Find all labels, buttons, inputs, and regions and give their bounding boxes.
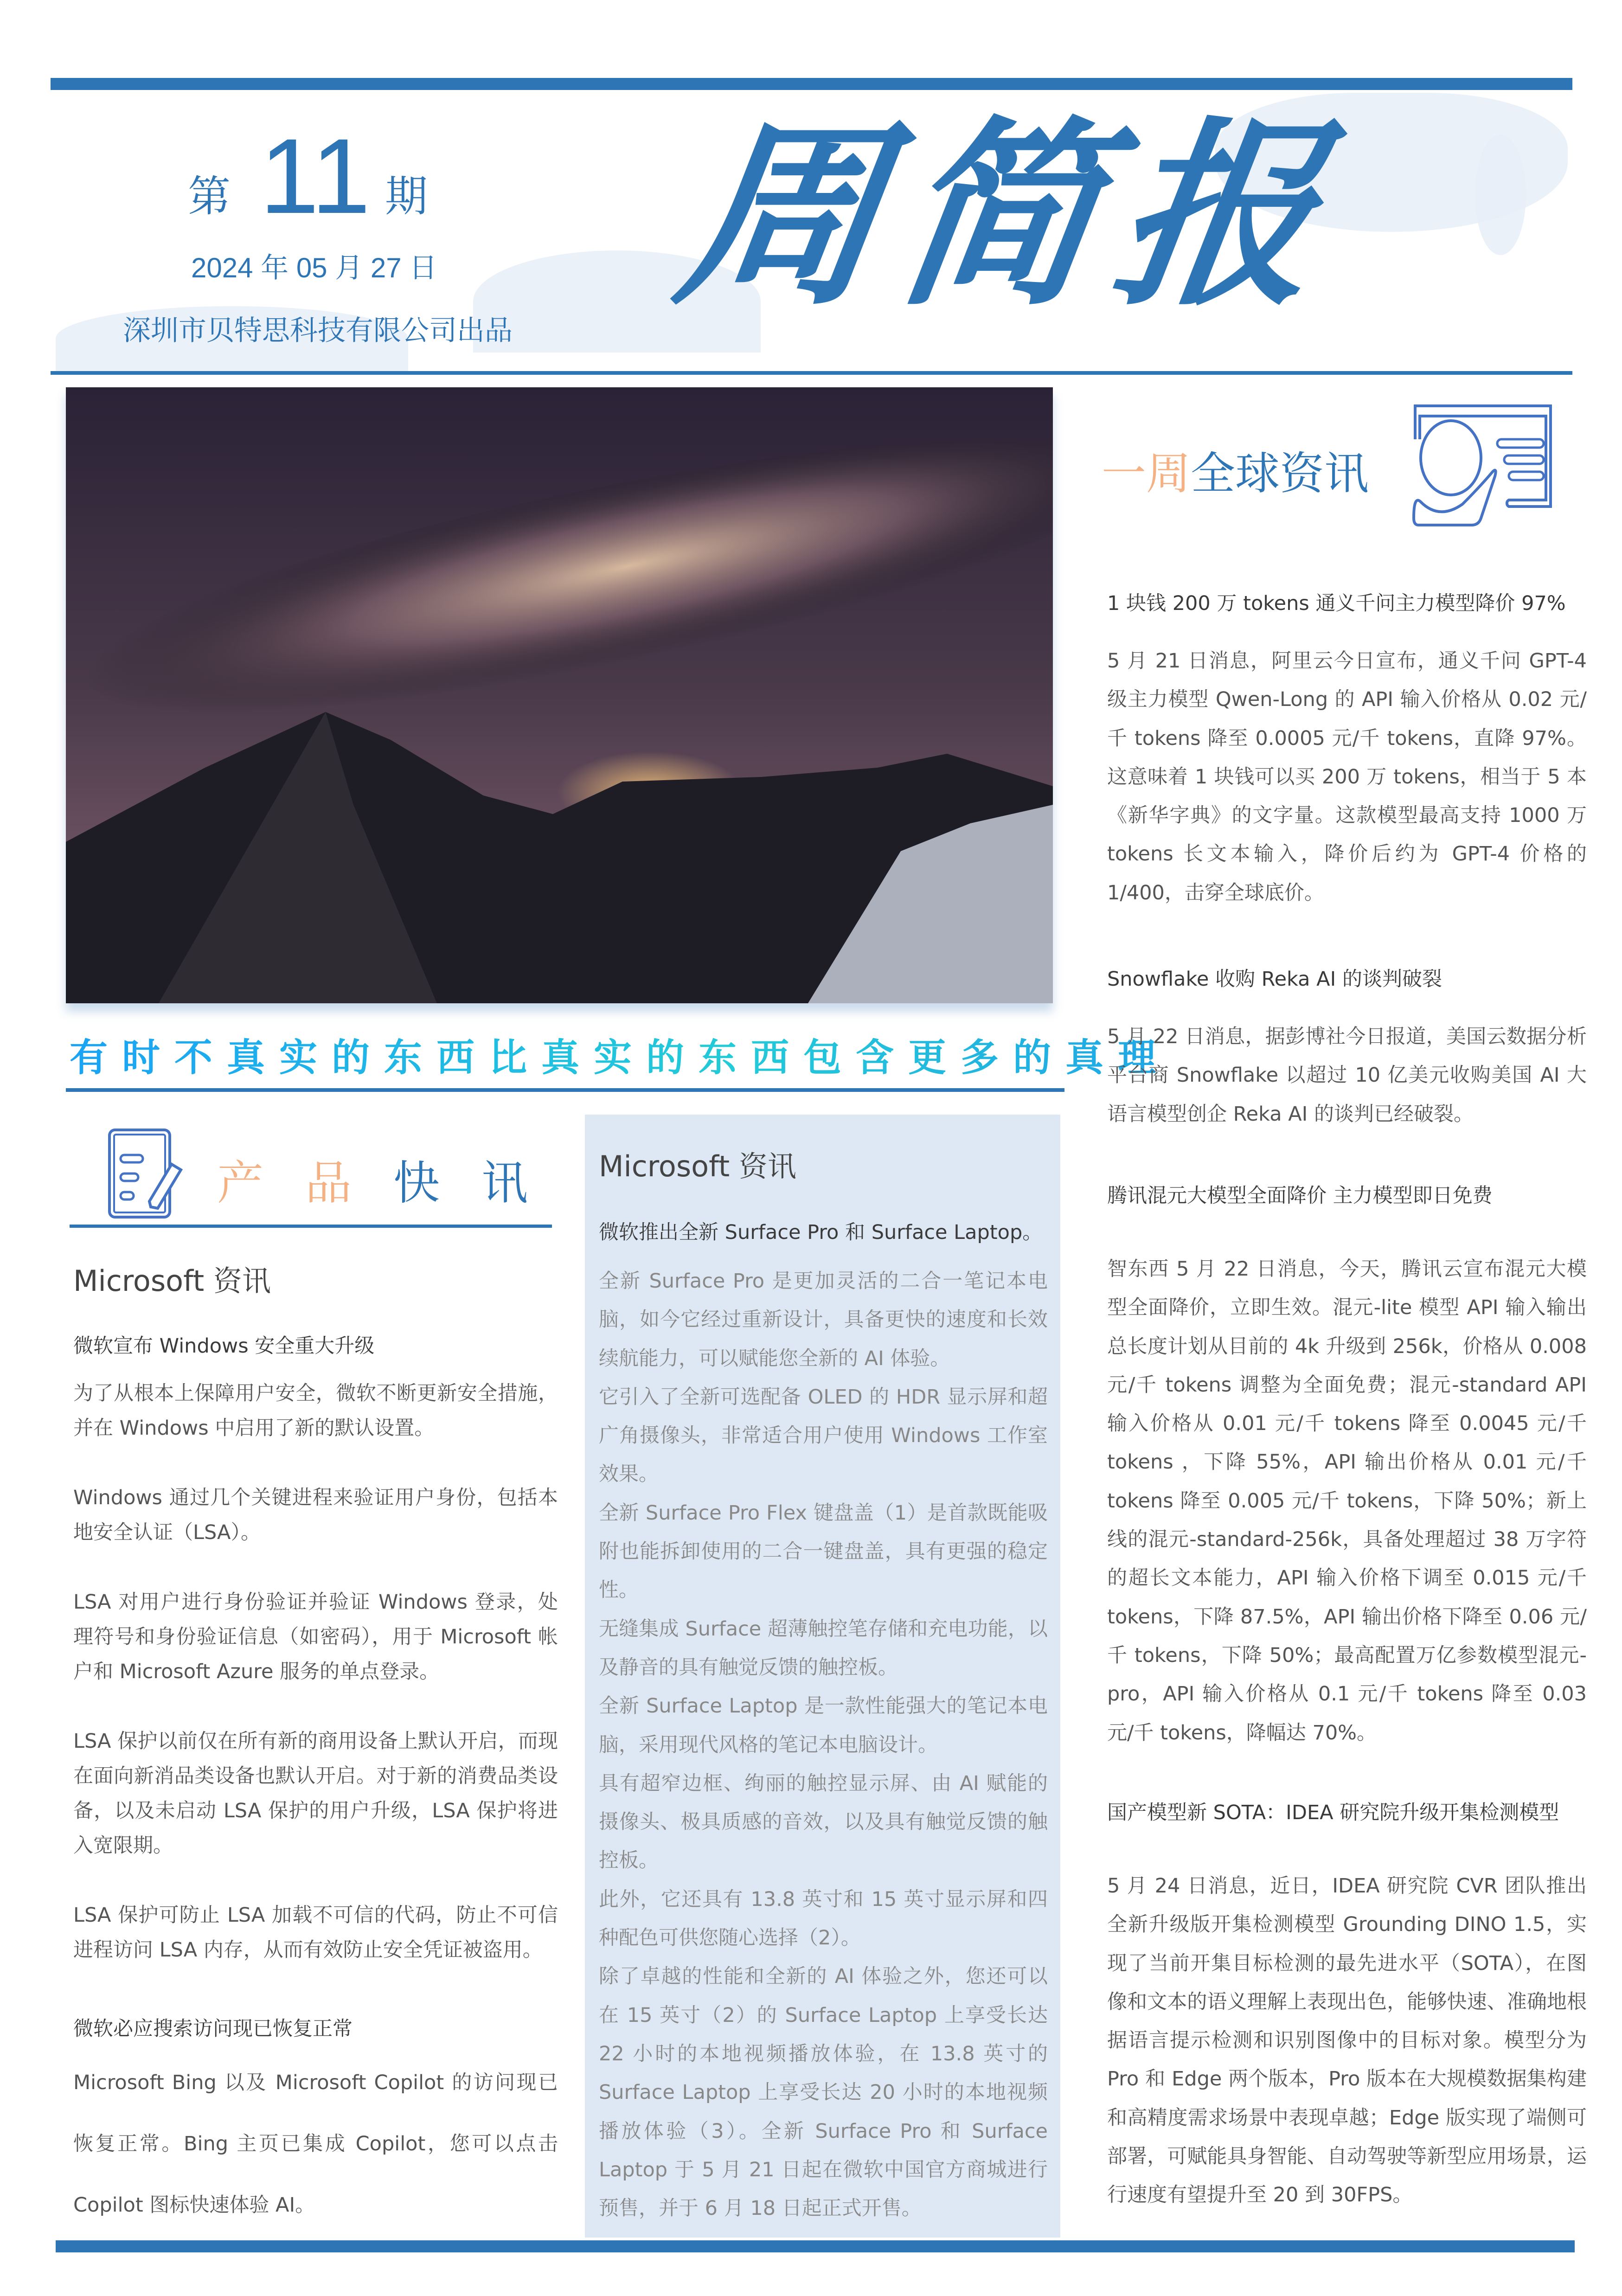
masthead-title: 周简报 [665, 98, 1353, 333]
paragraph: 5 月 24 日消息，近日，IDEA 研究院 CVR 团队推出全新升级版开集检测模型 Grounding DINO 1.5，实现了当前开集目标检测的最先进水平（SOTA），在图像和文本的语义理解上表现出色，能够快速、准确地根据语言提示检测和识别图像中的目标对象。模型分为 Pro 和 Edge 两个版本，Pro 版本在大规模数据集构建和高精度需求场景中表现卓越；Edge 版实现了端侧可部署，可赋能具身智能、自动驾驶等新型应用场景，运行速度有望提升至 20 到 30FPS。 [1107, 1874, 1587, 2207]
news-body [1107, 1018, 1587, 1134]
article-title: 微软宣布 Windows 安全重大升级 [73, 1334, 375, 1358]
paragraph: LSA 保护以前仅在所有新的商用设备上默认开启，而现在面向新消品类设备也默认开启。对于新的消费品类设备，以及未启动 LSA 保护的用户升级，LSA 保护将进入宽限期。 [73, 1730, 558, 1857]
news-title: 国产模型新 SOTA：IDEA 研究院升级开集检测模型 [1107, 1801, 1559, 1824]
news-reader-icon [1411, 402, 1555, 527]
news-title: Snowflake 收购 Reka AI 的谈判破裂 [1107, 968, 1442, 991]
paragraph: 全新 Surface Laptop 是一款性能强大的笔记本电脑，采用现代风格的笔记本电脑设计。 [599, 1694, 1048, 1757]
header-divider [51, 371, 1572, 375]
product-news-divider [70, 1225, 552, 1228]
paragraph: 此外，它还具有 13.8 英寸和 15 英寸显示屏和四种配色可供您随心选择（2）。 [599, 1887, 1048, 1950]
document-pen-icon [107, 1127, 186, 1220]
news-title: 1 块钱 200 万 tokens 通义千问主力模型降价 97% [1107, 592, 1566, 615]
paragraph: 智东西 5 月 22 日消息，今天，腾讯云宣布混元大模型全面降价，立即生效。混元-lite 模型 API 输入输出总长度计划从目前的 4k 升级到 256k，价格从 0.008 元/千 tokens 调整为全面免费；混元-standard API 输入价格从 0.01 元/千 tokens 降至 0.0045 元/千 tokens ，下降 55%，API 输出价格从 0.01 元/千 tokens 降至 0.005 元/千 tokens，下降 50%；新上线的混元-standard-256k，具备处理超过 38 万字符的超长文本能力，API 输入价格下调至 0.015 元/千 tokens，下降 87.5%，API 输出价格下降至 0.06 元/千 tokens，下降 50%；最高配置万亿参数模型混元-pro，API 输入价格从 0.1 元/千 tokens 降至 0.03 元/千 tokens，降幅达 70%。 [1107, 1257, 1587, 1744]
issue-prefix: 第 [188, 172, 231, 221]
paragraph: Microsoft Bing 以及 Microsoft Copilot 的访问现已恢复正常。Bing 主页已集成 Copilot，您可以点击 Copilot 图标快速体验 AI。 [73, 2071, 558, 2217]
cloud-decoration [1475, 135, 1526, 255]
heading-orange: 产品 [217, 1156, 393, 1210]
paragraph: 无缝集成 Surface 超薄触控笔存储和充电功能，以及静音的具有触觉反馈的触控板。 [599, 1617, 1048, 1679]
issue-date: 2024 年 05 月 27 日 [191, 252, 437, 283]
article-body [73, 1376, 558, 2002]
issue-suffix: 期 [385, 172, 428, 221]
top-bar [51, 78, 1572, 90]
box-body [599, 1262, 1048, 2228]
article-body [73, 2052, 558, 2236]
news-body [1107, 1867, 1587, 2215]
product-news-heading [217, 1146, 570, 1212]
slogan-divider [66, 1088, 1064, 1092]
issue-number: 11 [260, 116, 371, 236]
heading-blue: 快讯 [393, 1156, 570, 1210]
news-title: 腾讯混元大模型全面降价 主力模型即日免费 [1107, 1184, 1493, 1207]
publisher: 深圳市贝特思科技有限公司出品 [123, 314, 513, 347]
paragraph: LSA 保护可防止 LSA 加载不可信的代码，防止不可信进程访问 LSA 内存，从而有效防止安全凭证被盗用。 [73, 1904, 558, 1962]
heading-blue: 全球资讯 [1191, 448, 1369, 500]
milky-way-photo [66, 387, 1053, 1003]
bottom-bar [56, 2240, 1575, 2252]
paragraph: 全新 Surface Pro Flex 键盘盖（1）是首款既能吸附也能拆卸使用的二合一键盘盖，具有更强的稳定性。 [599, 1501, 1048, 1602]
paragraph: LSA 对用户进行身份验证并验证 Windows 登录，处理符号和身份验证信息（如密码），用于 Microsoft 帐户和 Microsoft Azure 服务的单点登录。 [73, 1591, 558, 1683]
microsoft-news-box [585, 1115, 1060, 2238]
paragraph: Windows 通过几个关键进程来验证用户身份，包括本地安全认证（LSA）。 [73, 1486, 558, 1544]
news-body [1107, 1250, 1587, 1752]
paragraph: 5 月 22 日消息，据彭博社今日报道，美国云数据分析平台商 Snowflake 以超过 10 亿美元收购美国 AI 大语言模型创企 Reka AI 的谈判已经破裂。 [1107, 1025, 1587, 1126]
news-body [1107, 642, 1587, 912]
paragraph: 它引入了全新可选配备 OLED 的 HDR 显示屏和超广角摄像头，非常适合用户使用 Windows 工作室效果。 [599, 1385, 1048, 1486]
article-title: 微软必应搜索访问现已恢复正常 [73, 2017, 353, 2040]
paragraph: 为了从根本上保障用户安全，微软不断更新安全措施，并在 Windows 中启用了新的默认设置。 [73, 1382, 558, 1440]
left-column-title: Microsoft 资讯 [73, 1264, 271, 1298]
paragraph: 全新 Surface Pro 是更加灵活的二合一笔记本电脑，如今它经过重新设计，具备更快的速度和长效续航能力，可以赋能您全新的 AI 体验。 [599, 1270, 1048, 1370]
paragraph: 具有超窄边框、绚丽的触控显示屏、由 AI 赋能的摄像头、极具质感的音效，以及具有触觉反馈的触控板。 [599, 1771, 1048, 1873]
night-sky-mountain-image [66, 387, 1053, 1003]
box-title: Microsoft 资讯 [599, 1149, 796, 1183]
box-subtitle: 微软推出全新 Surface Pro 和 Surface Laptop。 [599, 1221, 1043, 1244]
paragraph: 5 月 21 日消息，阿里云今日宣布，通义千问 GPT-4 级主力模型 Qwen-Long 的 API 输入价格从 0.02 元/千 tokens 降至 0.0005 元/千 tokens，直降 97%。这意味着 1 块钱可以买 200 万 tokens，相当于 5 本《新华字典》的文字量。这款模型最高支持 1000 万 tokens 长文本输入，降价后约为 GPT-4 价格的 1/400，击穿全球底价。 [1107, 649, 1587, 904]
global-news-heading [1102, 438, 1369, 502]
paragraph: 除了卓越的性能和全新的 AI 体验之外，您还可以在 15 英寸（2）的 Surface Laptop 上享受长达 22 小时的本地视频播放体验，在 13.8 英寸的 Surface Laptop 上享受长达 20 小时的本地视频播放体验（3）。全新 Surface Pro 和 Surface Laptop 于 5 月 21 日起在微软中国官方商城进行预售，并于 6 月 18 日起正式开售。 [599, 1965, 1048, 2220]
heading-orange: 一周 [1102, 448, 1191, 500]
slogan: 有时不真实的东西比真实的东西包含更多的真理 [70, 1027, 1170, 1082]
